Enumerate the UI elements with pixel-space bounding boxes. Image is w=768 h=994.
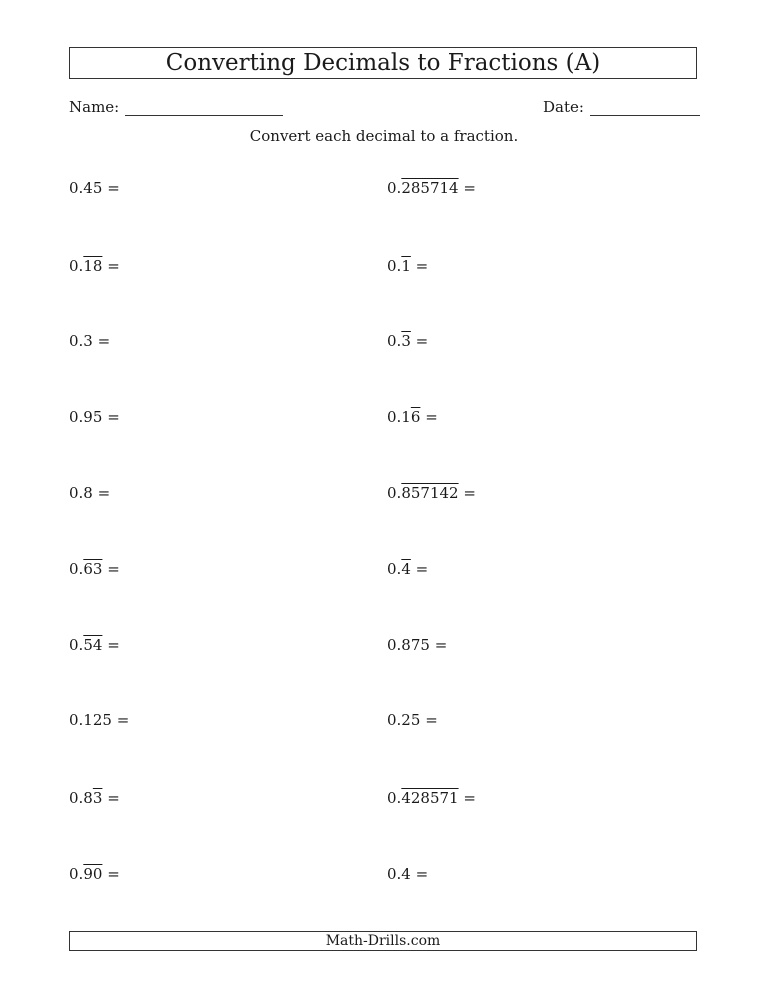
problem-left-9: 0.83 = xyxy=(69,789,120,807)
problem-left-7: 0.54 = xyxy=(69,636,120,654)
footer xyxy=(69,931,697,951)
problem-right-3: 0.3 = xyxy=(387,332,429,350)
problem-left-8: 0.125 = xyxy=(69,711,130,729)
problem-right-6: 0.4 = xyxy=(387,560,429,578)
problem-right-5: 0.857142 = xyxy=(387,484,476,502)
worksheet-title xyxy=(69,47,697,79)
date-field xyxy=(543,95,700,116)
problem-left-2: 0.18 = xyxy=(69,257,120,275)
worksheet-title-text: Converting Decimals to Fractions (A) xyxy=(165,50,601,76)
problem-left-5: 0.8 = xyxy=(69,484,111,502)
instructions: Convert each decimal to a fraction. xyxy=(249,127,519,145)
problem-right-10: 0.4 = xyxy=(387,865,429,883)
name-label: Name: xyxy=(69,98,120,116)
problem-right-4: 0.16 = xyxy=(387,408,438,426)
footer-source: Math-Drills.com xyxy=(325,933,441,949)
date-blank-line[interactable] xyxy=(590,95,700,116)
problem-right-7: 0.875 = xyxy=(387,636,448,654)
name-blank-line[interactable] xyxy=(125,95,283,116)
problem-left-6: 0.63 = xyxy=(69,560,120,578)
problem-right-8: 0.25 = xyxy=(387,711,438,729)
problem-left-4: 0.95 = xyxy=(69,408,120,426)
problem-left-1: 0.45 = xyxy=(69,179,120,197)
problem-right-2: 0.1 = xyxy=(387,257,429,275)
problem-right-9: 0.428571 = xyxy=(387,789,476,807)
problem-left-10: 0.90 = xyxy=(69,865,120,883)
problem-right-1: 0.285714 = xyxy=(387,179,476,197)
problem-left-3: 0.3 = xyxy=(69,332,111,350)
date-label: Date: xyxy=(543,98,584,116)
name-field xyxy=(69,95,283,116)
